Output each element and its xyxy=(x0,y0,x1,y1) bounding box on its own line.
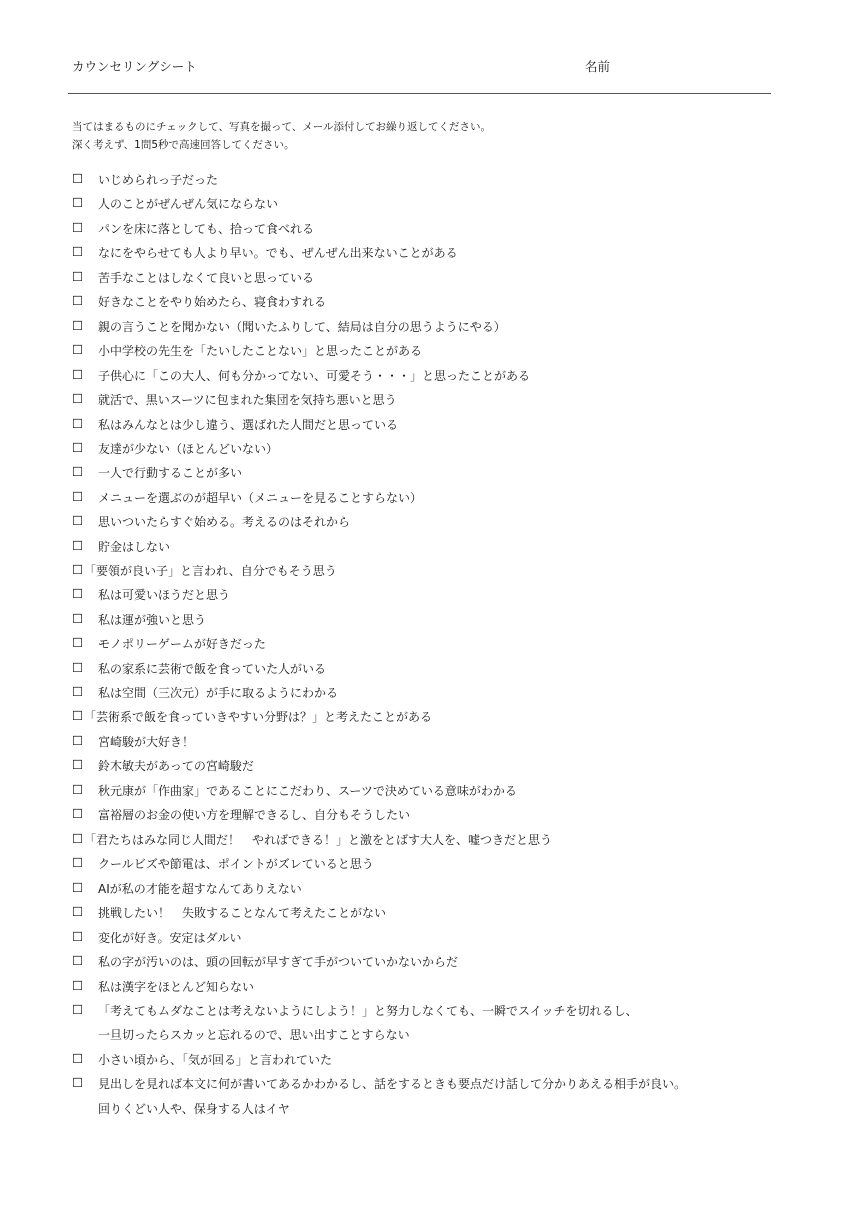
checkbox[interactable]: ☐ xyxy=(72,929,84,944)
checklist-item-label: 好きなことをやり始めたら、寝食わすれる xyxy=(98,295,327,309)
checkbox[interactable]: ☐ xyxy=(72,586,84,601)
checklist-item-label: 富裕層のお金の使い方を理解できるし、自分もそうしたい xyxy=(98,808,411,822)
checkbox[interactable]: ☐ xyxy=(72,708,84,723)
instructions-line-1: 当てはまるものにチェックして、写真を撮って、メール添付してお繰り返してください。 xyxy=(72,121,492,133)
checkbox[interactable]: ☐ xyxy=(72,880,84,895)
checkbox[interactable]: ☐ xyxy=(72,611,84,626)
checkbox[interactable]: ☐ xyxy=(72,220,84,235)
checkbox[interactable]: ☐ xyxy=(72,318,84,333)
checklist-item-label: 変化が好き。安定はダルい xyxy=(98,931,242,945)
checkbox[interactable]: ☐ xyxy=(72,1051,84,1066)
checklist-item-label: 人のことがぜんぜん気にならない xyxy=(98,197,279,211)
checklist-item-label: メニューを選ぶのが超早い（メニューを見ることすらない） xyxy=(98,491,423,505)
checkbox[interactable]: ☐ xyxy=(72,440,84,455)
checkbox[interactable]: ☐ xyxy=(72,855,84,870)
checklist-item-label: 就活で、黒いスーツに包まれた集団を気持ち悪いと思う xyxy=(98,393,397,407)
checkbox[interactable]: ☐ xyxy=(72,1002,84,1017)
checkbox[interactable]: ☐ xyxy=(72,489,84,504)
checklist-item-label: 親の言うことを聞かない（聞いたふりして、結局は自分の思うようにやる） xyxy=(98,320,506,334)
checklist-item-label: 私の字が汚いのは、頭の回転が早すぎて手がついていかないからだ xyxy=(98,955,459,969)
checkbox[interactable]: ☐ xyxy=(72,391,84,406)
checkbox[interactable]: ☐ xyxy=(72,1075,84,1090)
checklist-item-label: 「君たちはみな同じ人間だ！ やればできる！」と激をとばす大人を、嘘つきだと思う xyxy=(84,833,553,847)
checklist-item-label: 一人で行動することが多い xyxy=(98,466,243,480)
checkbox[interactable]: ☐ xyxy=(72,195,84,210)
name-label: 名前 xyxy=(585,59,611,74)
checkbox[interactable]: ☐ xyxy=(72,293,84,308)
continuation-line: 回りくどい人や、保身する人はイヤ xyxy=(98,1102,290,1116)
checklist-item-label: 秋元康が「作曲家」であることにこだわり、スーツで決めている意味がわかる xyxy=(98,784,517,798)
instructions-line-2: 深く考えず、1問5秒で高速回答してください。 xyxy=(72,139,295,151)
checklist-item-label: 思いついたらすぐ始める。考えるのはそれから xyxy=(98,515,351,529)
checkbox[interactable]: ☐ xyxy=(72,978,84,993)
checkbox[interactable]: ☐ xyxy=(72,171,84,186)
checklist-item-label: 私の家系に芸術で飯を食っていた人がいる xyxy=(98,662,327,676)
checkbox[interactable]: ☐ xyxy=(72,953,84,968)
checklist-item-label: 私は運が強いと思う xyxy=(98,613,207,627)
checklist-item-label: モノポリーゲームが好きだった xyxy=(98,637,266,651)
checklist-item-label: 「考えてもムダなことは考えないようにしよう！」と努力しなくても、一瞬でスイッチを切れるし、 xyxy=(98,1004,638,1018)
checkbox[interactable]: ☐ xyxy=(72,538,84,553)
checkbox[interactable]: ☐ xyxy=(72,660,84,675)
checkbox[interactable]: ☐ xyxy=(72,831,84,846)
continuation-line: 一旦切ったらスカッと忘れるので、思い出すことすらない xyxy=(98,1028,410,1042)
checkbox[interactable]: ☐ xyxy=(72,367,84,382)
checklist-item-label: なにをやらせても人より早い。でも、ぜんぜん出来ないことがある xyxy=(98,246,458,260)
checklist-item-label: クールビズや節電は、ポイントがズレていると思う xyxy=(98,857,374,871)
checkbox[interactable]: ☐ xyxy=(72,416,84,431)
checkbox[interactable]: ☐ xyxy=(72,635,84,650)
checkbox[interactable]: ☐ xyxy=(72,342,84,357)
checkbox[interactable]: ☐ xyxy=(72,244,84,259)
checkbox[interactable]: ☐ xyxy=(72,757,84,772)
checkbox[interactable]: ☐ xyxy=(72,269,84,284)
checklist-item-label: いじめられっ子だった xyxy=(98,173,219,187)
checklist-item-label: AIが私の才能を超すなんてありえない xyxy=(98,882,302,896)
checkbox[interactable]: ☐ xyxy=(72,806,84,821)
checklist-item-label: 私は可愛いほうだと思う xyxy=(98,588,231,602)
checkbox[interactable]: ☐ xyxy=(72,904,84,919)
checkbox[interactable]: ☐ xyxy=(72,513,84,528)
checkbox[interactable]: ☐ xyxy=(72,562,84,577)
checkbox[interactable]: ☐ xyxy=(72,464,84,479)
checklist-item-label: 苦手なことはしなくて良いと思っている xyxy=(98,271,315,285)
checkbox[interactable]: ☐ xyxy=(72,782,84,797)
checklist-item-label: 小中学校の先生を「たいしたことない」と思ったことがある xyxy=(98,344,423,358)
checklist-item-label: 友達が少ない（ほとんどいない） xyxy=(98,442,279,456)
header-title: カウンセリングシート xyxy=(72,59,197,74)
checklist-item-label: 「芸術系で飯を食っていきやすい分野は？」と考えたことがある xyxy=(84,710,433,724)
checklist-item-label: 私はみんなとは少し違う、選ばれた人間だと思っている xyxy=(98,418,399,432)
checklist-item-label: 「要領が良い子」と言われ、自分でもそう思う xyxy=(84,564,337,578)
checkbox[interactable]: ☐ xyxy=(72,684,84,699)
checklist-item-label: 宮崎駿が大好き！ xyxy=(98,735,195,749)
checklist-item-label: 小さい頃から、「気が回る」と言われていた xyxy=(98,1053,333,1067)
checklist-item-label: 貯金はしない xyxy=(98,540,171,554)
checklist-item-label: 挑戦したい！ 失敗することなんて考えたことがない xyxy=(98,906,387,920)
checklist-item-label: 私は空間（三次元）が手に取るようにわかる xyxy=(98,686,339,700)
checklist-item-label: 私は漢字をほとんど知らない xyxy=(98,980,255,994)
header-divider xyxy=(68,93,771,94)
checklist-item-label: 鈴木敏夫があっての宮崎駿だ xyxy=(98,759,254,773)
checkbox[interactable]: ☐ xyxy=(72,733,84,748)
checklist-item-label: パンを床に落としても、拾って食べれる xyxy=(98,222,315,236)
checklist-item-label: 見出しを見れば本文に何が書いてあるかわかるし、話をするときも要点だけ話して分かりあえる相手が良い。 xyxy=(98,1077,687,1091)
checklist-item-label: 子供心に「この大人、何も分かってない、可愛そう・・・」と思ったことがある xyxy=(98,369,531,383)
